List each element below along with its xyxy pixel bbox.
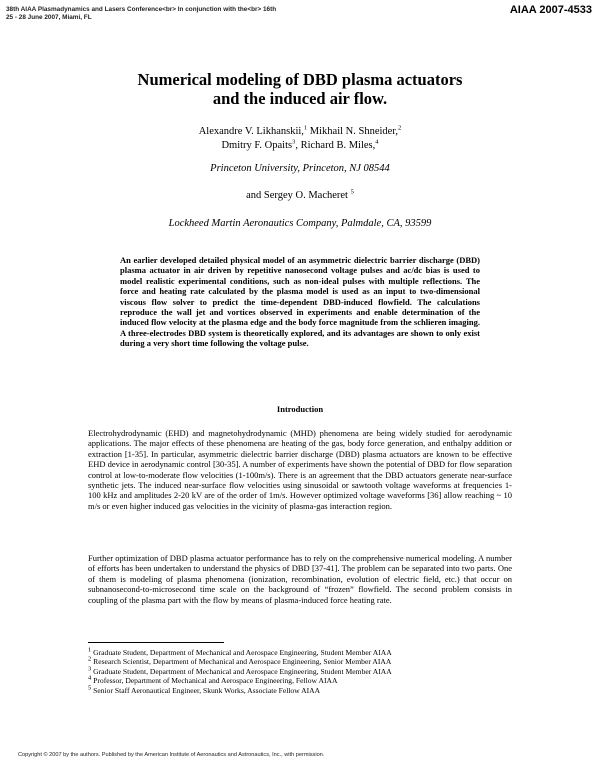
footnote [88,648,518,657]
footnote-mark: 2 [88,655,92,663]
author-footnote-mark-5: 5 [350,188,354,196]
footnote-mark: 5 [88,684,92,692]
author-miles: , Richard B. Miles, [295,140,376,151]
intro-paragraph-2: Further optimization of DBD plasma actuator performance has to rely on the comprehensive numerical modeling. A number of efforts has been undertaken to understand the physics of DBD [37-41]. The problem can be separated into two parts. One of them is modeling of plasma phenomena (ionization, recombination, evolution of electric field, etc.) that occur on subnanosecond-to-microsecond time scale on the background of “frozen” flowfield. The second problem consists in coupling of the plasma part with the flow by means of plasma-induced force heating rate. [88,553,512,605]
footnote [88,657,518,666]
author-line-3 [80,190,520,201]
author-footnote-mark-4: 4 [375,138,379,146]
author-footnote-mark-2: 2 [398,124,402,132]
paper-title [60,70,540,108]
footnote-text: Research Scientist, Department of Mechanical and Aerospace Engineering, Senior Member AIAA [91,657,392,667]
author-footnote-mark-3: 3 [292,138,296,146]
conference-line-2: 25 - 28 June 2007, Miami, FL [6,14,92,21]
footnote-text: Professor, Department of Mechanical and Aerospace Engineering, Fellow AIAA [91,676,338,686]
footnote-mark: 4 [88,674,92,682]
affiliation-lockheed: Lockheed Martin Aeronautics Company, Palmdale, CA, 93599 [168,218,432,229]
conference-line-1: 38th AIAA Plasmadynamics and Lasers Conference<br> In conjunction with the<br> 16th [6,6,277,13]
conference-header [6,6,426,22]
title-line-1: Numerical modeling of DBD plasma actuators [137,70,463,89]
abstract: An earlier developed detailed physical model of an asymmetric dielectric barrier discharge (DBD) plasma actuator in air driven by repetitive nanosecond voltage pulses and ac/dc bias is used to model realistic experimental conditions, such as non-ideal pulses with multiple reflections. The force and heating rate calculated by the plasma model is used as an input to two-dimensional viscous flow solver to predict the time-dependent DBD-induced flowfield. The calculations reproduce the wall jet and vortices observed in experiments and enable determination of the induced flow velocity at the plasma edge and the body force magnitude from the schlieren imaging. A three-electrodes DBD system is theoretically explored, and its advantages are shown to only exist during a very short time following the voltage pulse. [120,255,480,349]
footnote [88,676,518,685]
author-list [80,125,520,153]
intro-paragraph-1: Electrohydrodynamic (EHD) and magnetohydrodynamic (MHD) phenomena are being widely studied for aerodynamic applications. The major effects of these phenomena are heating of the gas, body force generation, and enthalpy addition or extraction [1-35]. In particular, asymmetric dielectric barrier discharge (DBD) plasma actuators are known to be effective EHD device in aerodynamic control [30-35]. A number of experiments have shown the potential of DBD for flow separation control at low-to-moderate flow velocities (1-100m/s). There is an agreement that the DBD actuators generate near-surface synthetic jets. The induced near-surface flow velocities using sinusoidal or sawtooth voltage waveforms at frequencies 1-100 kHz and amplitudes 2-20 kV are of the order of 1m/s. However optimized voltage waveforms [36] allow reaching ~ 10 m/s or even higher induced gas velocities in the vicinity of plasma-gas interaction region. [88,428,512,511]
author-footnote-mark-1: 1 [303,124,308,132]
affiliation-princeton: Princeton University, Princeton, NJ 08544 [210,163,390,174]
footnote-text: Graduate Student, Department of Mechanical and Aerospace Engineering, Student Member AIAA [91,666,392,676]
footnote-mark: 3 [88,665,92,673]
footnote-divider [88,642,224,643]
author-opaits: Dmitry F. Opaits [221,140,293,151]
author-likhanskii: Alexandre V. Likhanskii, [198,126,304,137]
title-line-2: and the induced air flow. [212,89,388,108]
footnote [88,667,518,676]
author-shneider: Mikhail N. Shneider, [307,126,399,137]
footnote-text: Graduate Student, Department of Mechanical and Aerospace Engineering, Student Member AIAA [91,648,392,657]
footnote-mark: 1 [88,646,92,654]
footnotes [88,648,518,695]
section-heading-introduction: Introduction [276,404,324,414]
copyright-notice: Copyright © 2007 by the authors. Published by the American Institute of Aeronautics and Astronautics, Inc., with permission. [18,752,325,758]
author-line-1 [80,125,520,139]
footnote [88,686,518,695]
paper-number: AIAA 2007-4533 [509,4,592,16]
footnote-text: Senior Staff Aeronautical Engineer, Skunk Works, Associate Fellow AIAA [91,685,321,695]
author-macheret: and Sergey O. Macheret [246,190,351,201]
author-line-2 [80,139,520,153]
